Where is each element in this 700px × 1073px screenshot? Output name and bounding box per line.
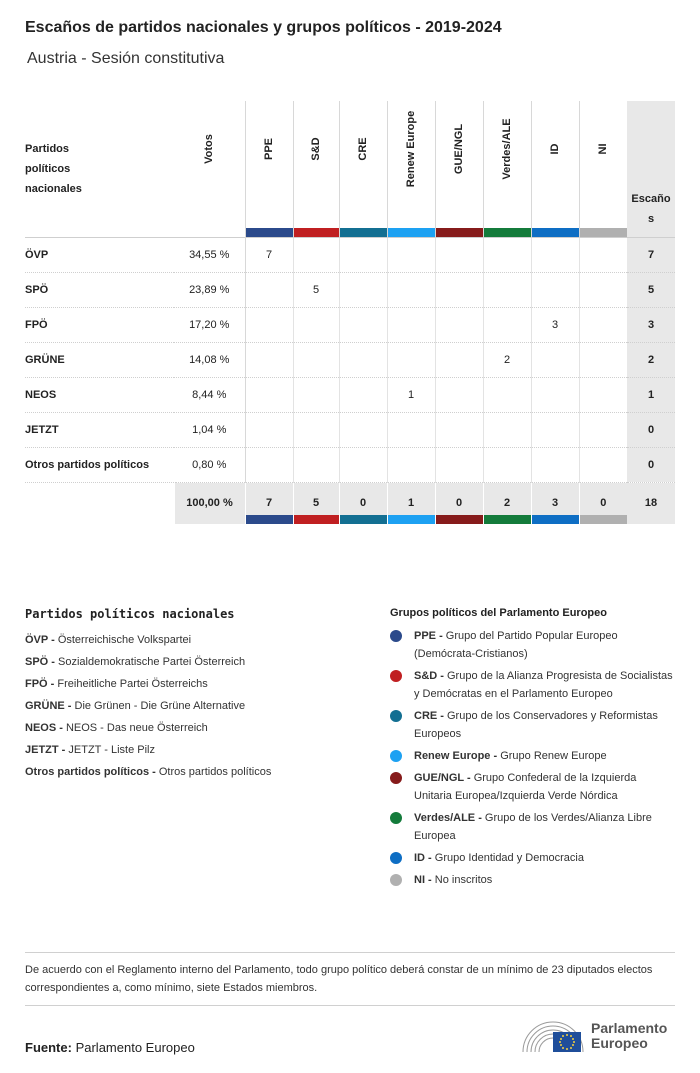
party-abbreviation: Otros partidos políticos - <box>25 766 159 778</box>
votes-total-cell: 100,00 % <box>174 482 245 524</box>
table-header-row <box>25 101 675 237</box>
group-column-header <box>245 101 293 237</box>
group-color-bar <box>246 515 293 524</box>
group-legend-text <box>414 849 584 867</box>
group-seat-cell <box>531 412 579 447</box>
group-column-label: NI <box>597 143 610 155</box>
party-name-cell: SPÖ <box>25 272 174 307</box>
group-column-label: ID <box>549 143 561 155</box>
group-seat-cell: 7 <box>245 237 293 272</box>
group-seat-cell <box>531 447 579 482</box>
party-full-name: Österreichische Volkspartei <box>57 634 192 646</box>
group-total-cell <box>579 482 627 524</box>
party-name-cell: FPÖ <box>25 307 174 342</box>
group-seat-cell <box>531 342 579 377</box>
group-seat-cell <box>435 447 483 482</box>
group-seat-cell <box>435 272 483 307</box>
party-full-name: JETZT - Liste Pilz <box>68 744 155 756</box>
group-seat-cell <box>293 307 339 342</box>
group-column-header <box>387 101 435 237</box>
group-legend-item <box>390 769 675 805</box>
total-seats-cell: 0 <box>627 412 675 447</box>
group-color-bar <box>436 515 483 524</box>
divider <box>25 1005 675 1006</box>
page-title: Escaños de partidos nacionales y grupos políticos - 2019-2024 <box>25 19 502 36</box>
table-row <box>25 272 675 307</box>
national-legend-heading: Partidos políticos nacionales <box>25 607 235 621</box>
seats-column-header: Escaños <box>627 101 675 237</box>
seats-table <box>25 101 675 524</box>
group-total-value: 2 <box>503 497 511 510</box>
group-abbreviation: Renew Europe - <box>414 750 501 762</box>
group-column-header <box>339 101 387 237</box>
table-row <box>25 342 675 377</box>
votes-column-header: Votos <box>174 101 245 237</box>
group-seat-cell <box>387 412 435 447</box>
national-legend-item <box>25 739 365 761</box>
logo-text: Parlamento Europeo <box>591 1020 668 1051</box>
group-color-dot <box>390 772 402 784</box>
party-full-name: Sozialdemokratische Partei Österreich <box>58 656 246 668</box>
table-row <box>25 447 675 482</box>
national-legend-item <box>25 651 365 673</box>
group-seat-cell <box>579 447 627 482</box>
source-line <box>25 1040 195 1055</box>
group-total-value: 7 <box>265 497 273 510</box>
group-total-cell <box>435 482 483 524</box>
party-abbreviation: ÖVP - <box>25 634 58 646</box>
group-legend-text <box>414 871 492 889</box>
group-total-value: 0 <box>600 497 607 510</box>
group-total-value: 0 <box>359 497 367 510</box>
group-seat-cell <box>435 377 483 412</box>
votes-cell: 14,08 % <box>174 342 245 377</box>
group-full-name: Grupo de la Alianza Progresista de Socialistas y Demócratas en el Parlamento Europeo <box>414 670 673 700</box>
group-full-name: Grupo de los Verdes/Alianza Libre Europea <box>414 812 652 842</box>
groups-legend-heading: Grupos políticos del Parlamento Europeo <box>390 607 607 619</box>
table-row <box>25 307 675 342</box>
group-color-bar <box>246 228 293 237</box>
group-color-bar <box>484 515 531 524</box>
party-abbreviation: SPÖ - <box>25 656 59 668</box>
totals-blank-cell <box>25 482 174 524</box>
national-legend-item <box>25 717 365 739</box>
group-color-bar <box>436 228 483 237</box>
group-color-bar <box>340 228 387 237</box>
group-color-bar <box>388 228 435 237</box>
group-seat-cell <box>293 412 339 447</box>
group-color-bar <box>532 228 579 237</box>
national-parties-legend <box>25 607 365 783</box>
group-total-cell <box>339 482 387 524</box>
group-legend-text <box>414 667 675 703</box>
party-abbreviation: GRÜNE - <box>25 700 75 712</box>
group-seat-cell <box>387 447 435 482</box>
group-color-dot <box>390 812 402 824</box>
votes-cell: 17,20 % <box>174 307 245 342</box>
group-legend-text <box>414 627 675 663</box>
votes-cell: 34,55 % <box>174 237 245 272</box>
group-color-bar <box>340 515 387 524</box>
group-color-bar <box>580 515 628 524</box>
party-abbreviation: NEOS - <box>25 722 66 734</box>
group-seat-cell <box>245 447 293 482</box>
group-seat-cell <box>387 237 435 272</box>
group-seat-cell: 2 <box>483 342 531 377</box>
group-full-name: No inscritos <box>434 874 493 886</box>
group-seat-cell <box>293 377 339 412</box>
party-full-name: NEOS - Das neue Österreich <box>65 722 208 734</box>
group-legend-item <box>390 849 675 867</box>
party-name-cell: Otros partidos políticos <box>25 447 174 482</box>
group-seat-cell <box>339 342 387 377</box>
group-color-bar <box>484 228 531 237</box>
seats-total-cell: 18 <box>627 482 675 524</box>
group-column-label: CRE <box>357 137 369 161</box>
group-seat-cell <box>483 412 531 447</box>
group-legend-item <box>390 667 675 703</box>
group-seat-cell <box>245 272 293 307</box>
party-name-cell: GRÜNE <box>25 342 174 377</box>
group-column-header <box>483 101 531 237</box>
group-column-label: Verdes/ALE <box>501 118 513 180</box>
national-legend-item <box>25 761 365 783</box>
group-column-label: Renew Europe <box>405 110 417 188</box>
votes-cell: 0,80 % <box>174 447 245 482</box>
group-color-dot <box>390 630 402 642</box>
group-abbreviation: ID - <box>414 852 435 864</box>
party-abbreviation: JETZT - <box>25 744 69 756</box>
group-seat-cell <box>579 412 627 447</box>
group-color-dot <box>390 670 402 682</box>
source-label: Fuente: <box>25 1040 72 1055</box>
source-value: Parlamento Europeo <box>75 1040 195 1055</box>
party-full-name: Otros partidos políticos <box>158 766 272 778</box>
group-color-dot <box>390 710 402 722</box>
group-total-cell <box>387 482 435 524</box>
group-seat-cell <box>579 272 627 307</box>
group-seat-cell <box>387 307 435 342</box>
group-total-value: 1 <box>407 497 415 510</box>
votes-cell: 23,89 % <box>174 272 245 307</box>
table-row <box>25 412 675 447</box>
group-full-name: Grupo del Partido Popular Europeo (Demócrata-Cristianos) <box>414 630 618 660</box>
group-seat-cell <box>339 237 387 272</box>
group-abbreviation: PPE - <box>414 630 446 642</box>
votes-cell: 8,44 % <box>174 377 245 412</box>
total-seats-cell: 3 <box>627 307 675 342</box>
table-row <box>25 237 675 272</box>
national-legend-item <box>25 629 365 651</box>
totals-row <box>25 482 675 524</box>
group-color-dot <box>390 750 402 762</box>
group-abbreviation: NI - <box>414 874 435 886</box>
group-seat-cell <box>483 377 531 412</box>
group-seat-cell <box>339 412 387 447</box>
group-seat-cell <box>293 342 339 377</box>
group-color-bar <box>294 515 339 524</box>
group-seat-cell <box>483 272 531 307</box>
group-seat-cell: 5 <box>293 272 339 307</box>
total-seats-cell: 0 <box>627 447 675 482</box>
group-column-label: PPE <box>263 137 275 161</box>
group-legend-item <box>390 627 675 663</box>
group-total-cell <box>483 482 531 524</box>
party-name-cell: JETZT <box>25 412 174 447</box>
party-name-cell: NEOS <box>25 377 174 412</box>
table-row <box>25 377 675 412</box>
group-column-label: S&D <box>310 137 322 161</box>
group-seat-cell <box>483 307 531 342</box>
group-seat-cell <box>339 307 387 342</box>
group-seat-cell <box>245 412 293 447</box>
total-seats-cell: 5 <box>627 272 675 307</box>
footnote: De acuerdo con el Reglamento interno del Parlamento, todo grupo político deberá constar de un mínimo de 23 diputados electos correspondientes a, como mínimo, siete Estados miembros. <box>25 964 653 994</box>
group-color-bar <box>388 515 435 524</box>
group-seat-cell <box>339 447 387 482</box>
group-seat-cell <box>245 307 293 342</box>
total-seats-cell: 1 <box>627 377 675 412</box>
group-seat-cell <box>245 377 293 412</box>
group-seat-cell <box>579 237 627 272</box>
group-column-label: GUE/NGL <box>453 123 465 175</box>
group-legend-item <box>390 871 675 889</box>
group-seat-cell <box>435 237 483 272</box>
table-body <box>25 237 675 482</box>
group-seat-cell <box>531 272 579 307</box>
group-seat-cell <box>435 412 483 447</box>
parliament-hemicycle-icon <box>521 1018 585 1054</box>
group-color-bar <box>294 228 339 237</box>
group-seat-cell <box>531 377 579 412</box>
group-full-name: Grupo Confederal de la Izquierda Unitaria Europea/Izquierda Verde Nórdica <box>414 772 637 802</box>
group-full-name: Grupo de los Conservadores y Reformistas Europeos <box>414 710 658 740</box>
group-seat-cell <box>387 342 435 377</box>
group-seat-cell: 3 <box>531 307 579 342</box>
group-seat-cell <box>387 272 435 307</box>
group-abbreviation: GUE/NGL - <box>414 772 474 784</box>
group-seat-cell <box>579 342 627 377</box>
group-seat-cell <box>531 237 579 272</box>
page-subtitle: Austria - Sesión constitutiva <box>27 50 225 67</box>
european-parliament-logo <box>521 1016 676 1056</box>
group-legend-item <box>390 707 675 743</box>
group-color-bar <box>532 515 579 524</box>
group-seat-cell <box>293 447 339 482</box>
group-abbreviation: Verdes/ALE - <box>414 812 485 824</box>
group-total-value: 0 <box>455 497 463 510</box>
group-seat-cell <box>293 237 339 272</box>
group-column-header <box>531 101 579 237</box>
national-legend-item <box>25 673 365 695</box>
group-color-dot <box>390 852 402 864</box>
group-abbreviation: S&D - <box>414 670 447 682</box>
group-column-header <box>579 101 627 237</box>
divider <box>25 952 675 953</box>
group-seat-cell <box>245 342 293 377</box>
group-total-value: 5 <box>312 497 320 510</box>
group-legend-text <box>414 747 607 765</box>
group-seat-cell: 1 <box>387 377 435 412</box>
group-color-dot <box>390 874 402 886</box>
group-color-bar <box>580 228 628 237</box>
group-legend-text <box>414 707 675 743</box>
group-full-name: Grupo Renew Europe <box>500 750 607 762</box>
group-column-header <box>435 101 483 237</box>
group-seat-cell <box>435 307 483 342</box>
party-full-name: Die Grünen - Die Grüne Alternative <box>74 700 246 712</box>
group-seat-cell <box>339 272 387 307</box>
group-total-cell <box>531 482 579 524</box>
party-name-cell: ÖVP <box>25 237 174 272</box>
group-legend-item <box>390 747 675 765</box>
group-full-name: Grupo Identidad y Democracia <box>434 852 584 864</box>
group-abbreviation: CRE - <box>414 710 447 722</box>
group-seat-cell <box>483 447 531 482</box>
total-seats-cell: 7 <box>627 237 675 272</box>
group-legend-text <box>414 809 675 845</box>
group-legend-item <box>390 809 675 845</box>
votes-cell: 1,04 % <box>174 412 245 447</box>
group-seat-cell <box>435 342 483 377</box>
party-abbreviation: FPÖ - <box>25 678 58 690</box>
group-total-cell <box>245 482 293 524</box>
group-seat-cell <box>579 377 627 412</box>
party-full-name: Freiheitliche Partei Österreichs <box>57 678 208 690</box>
national-legend-item <box>25 695 365 717</box>
group-column-header <box>293 101 339 237</box>
group-seat-cell <box>339 377 387 412</box>
total-seats-cell: 2 <box>627 342 675 377</box>
group-total-value: 3 <box>551 497 559 510</box>
group-seat-cell <box>579 307 627 342</box>
group-seat-cell <box>483 237 531 272</box>
political-groups-legend <box>390 607 675 893</box>
party-column-header: Partidos políticos nacionales <box>25 142 82 195</box>
group-total-cell <box>293 482 339 524</box>
group-legend-text <box>414 769 675 805</box>
